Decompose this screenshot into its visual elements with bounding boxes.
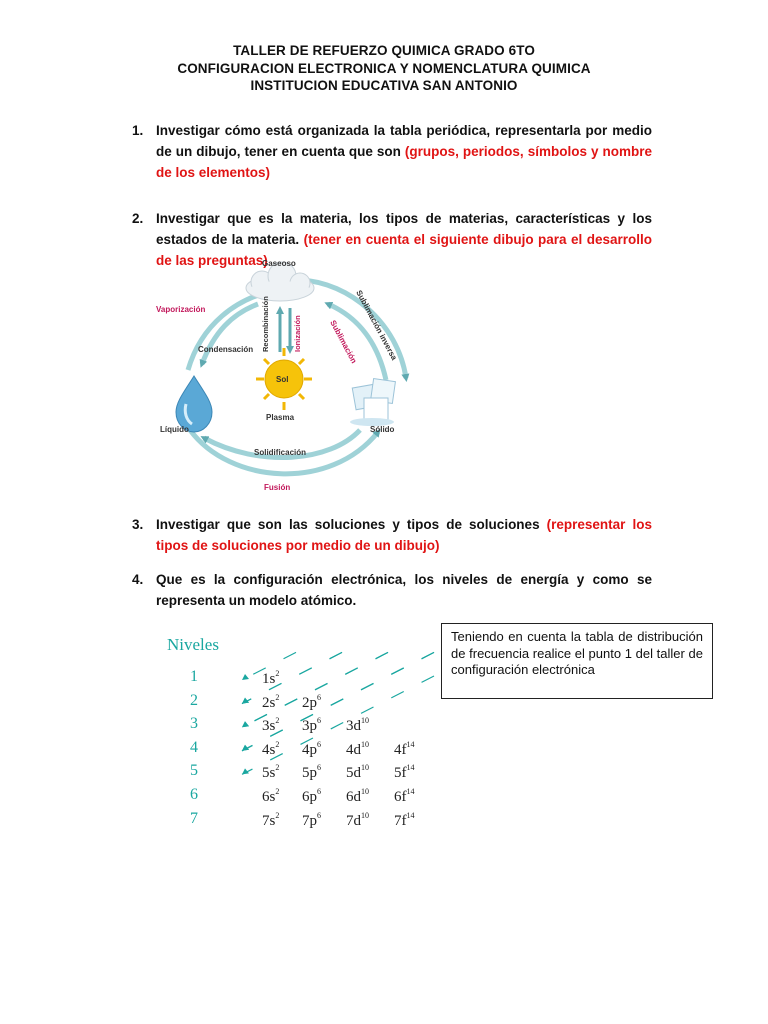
- orbital-label: $7f^{14}$: [394, 810, 415, 829]
- question-number: 4.: [132, 572, 144, 587]
- orbital-label: $1s^2$: [262, 669, 280, 687]
- orbital-label: $5p^6$: [302, 763, 321, 782]
- label-condensacion: Condensación: [198, 345, 254, 354]
- orbital-label: $7p^6$: [302, 810, 321, 829]
- orbital-label: $7s^2$: [262, 810, 280, 829]
- orbital-label: $4f^{14}$: [394, 739, 415, 758]
- ice-cubes-icon: [350, 379, 395, 426]
- header-subtitle: CONFIGURACION ELECTRONICA Y NOMENCLATURA QUIMICA: [177, 60, 591, 76]
- fill-order-arrow: [242, 652, 342, 703]
- orbital-label: $2s^2$: [262, 692, 280, 711]
- orbital-label: $5s^2$: [262, 763, 280, 782]
- orbital-label: $3d^{10}$: [346, 716, 369, 735]
- question-text: Investigar cómo está organizada la tabla periódica, representarla por medio de un dibujo, tener en cuenta que son: [156, 123, 652, 159]
- question-1: [132, 120, 652, 183]
- states-of-matter-diagram: [150, 252, 450, 504]
- orbital-label: $6s^2$: [262, 787, 280, 805]
- label-solidificacion: Solidificación: [254, 448, 307, 457]
- condensacion-arrow: [202, 304, 258, 364]
- question-highlight: (grupos, periodos, símbolos y nombre de los elementos): [156, 144, 652, 180]
- question-highlight: (representar los tipos de soluciones por medio de un dibujo): [156, 517, 652, 553]
- orbital-label: $7d^{10}$: [346, 810, 369, 829]
- question-text: Que es la configuración electrónica, los niveles de energía y como se representa un modelo atómico.: [156, 572, 652, 608]
- label-sublimacion-inversa: Sublimación inversa: [354, 288, 399, 362]
- level-number: 3: [190, 715, 198, 733]
- label-gaseoso: Gaseoso: [262, 259, 296, 268]
- question-text: Investigar que es la materia, los tipos de materias, características y los estados de la materia.: [156, 211, 652, 247]
- question-number: 3.: [132, 517, 144, 532]
- orbital-label: $6f^{14}$: [394, 787, 415, 805]
- orbital-label: $5f^{14}$: [394, 763, 415, 782]
- header-institution: INSTITUCION EDUCATIVA SAN ANTONIO: [250, 78, 518, 93]
- orbital-label: $3s^2$: [262, 716, 280, 735]
- question-number: 2.: [132, 211, 144, 226]
- orbital-label: $4s^2$: [262, 739, 280, 758]
- aufbau-diagram: [160, 632, 450, 842]
- label-fusion: Fusión: [264, 483, 291, 492]
- level-number: 2: [190, 691, 198, 709]
- label-vaporizacion: Vaporización: [156, 305, 206, 314]
- water-drop-icon: [176, 376, 212, 432]
- label-solido: Sólido: [370, 425, 395, 434]
- level-number: 7: [190, 809, 198, 827]
- orbital-label: $6p^6$: [302, 787, 321, 805]
- level-number: 5: [190, 762, 198, 780]
- label-plasma: Plasma: [266, 413, 295, 422]
- label-sublimacion: Sublimación: [328, 318, 359, 365]
- orbital-label: $4d^{10}$: [346, 739, 369, 758]
- level-number: 1: [190, 668, 198, 685]
- label-ionizacion: Ionización: [293, 315, 302, 352]
- level-number: 6: [190, 786, 198, 803]
- orbital-label: $3p^6$: [302, 716, 321, 735]
- document-header: [0, 42, 768, 95]
- orbital-label: $2p^6$: [302, 692, 321, 711]
- question-4: [132, 569, 652, 611]
- header-title: TALLER DE REFUERZO QUIMICA GRADO 6TO: [233, 43, 535, 58]
- orbital-label: $4p^6$: [302, 739, 321, 758]
- label-sol: Sol: [276, 375, 289, 384]
- level-number: 4: [190, 738, 198, 756]
- orbital-label: $6d^{10}$: [346, 787, 369, 805]
- fill-order-arrowhead: [242, 721, 249, 727]
- question-number: 1.: [132, 123, 144, 138]
- fill-order-arrowhead: [242, 674, 249, 680]
- question-text: Investigar que son las soluciones y tipos de soluciones: [156, 517, 547, 532]
- label-recombinacion: Recombinación: [261, 296, 270, 352]
- niveles-title: Niveles: [167, 635, 219, 654]
- instruction-note: Teniendo en cuenta la tabla de distribución de frecuencia realice el punto 1 del taller de configuración electrónica: [441, 623, 713, 699]
- question-3: [132, 514, 652, 556]
- label-liquido: Líquido: [160, 425, 189, 434]
- question-highlight: (tener en cuenta el siguiente dibujo para el desarrollo de las preguntas): [156, 232, 652, 268]
- orbital-label: $5d^{10}$: [346, 763, 369, 782]
